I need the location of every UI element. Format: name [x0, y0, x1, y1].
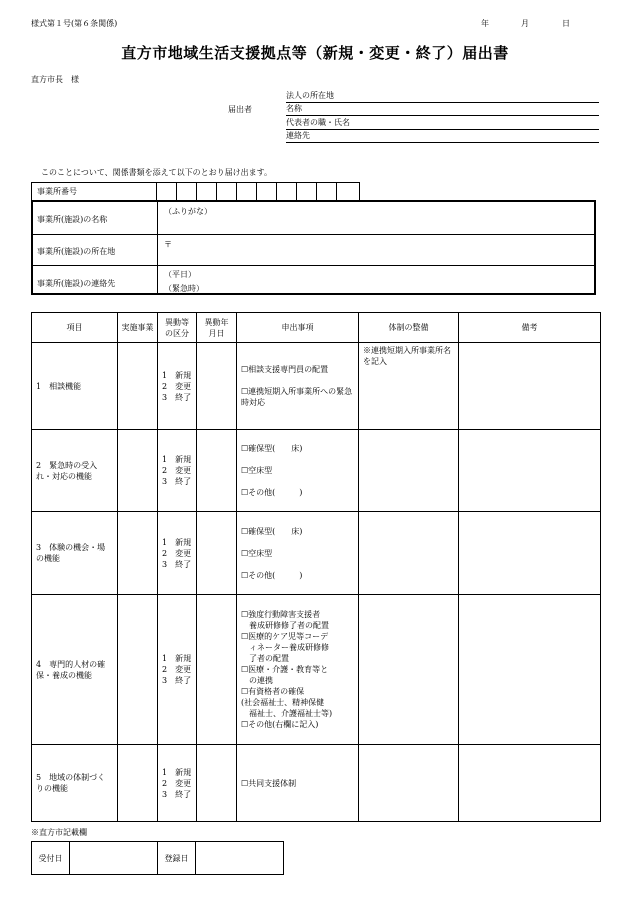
- header-system: 体制の整備: [359, 313, 459, 343]
- registered-date-label: 登録日: [158, 842, 196, 875]
- header-project: 実施事業: [118, 313, 158, 343]
- office-name-field[interactable]: （ふりがな）: [158, 202, 594, 235]
- row-remarks-cell[interactable]: [459, 745, 601, 822]
- office-contact-label: 事業所(施設)の連絡先: [37, 279, 116, 288]
- office-number-label: 事業所番号: [37, 187, 77, 196]
- application-table: [31, 312, 601, 822]
- digit-box[interactable]: [177, 183, 197, 201]
- addressee: 直方市長 様: [31, 75, 79, 84]
- row-change-date-cell[interactable]: [197, 430, 237, 512]
- row-change-date-cell[interactable]: [197, 512, 237, 595]
- row-item: 4 専門的人材の確保・養成の機能: [32, 595, 118, 745]
- digit-box[interactable]: [257, 183, 277, 201]
- received-date-field[interactable]: [70, 842, 158, 875]
- office-number-row: [31, 182, 360, 201]
- header-change-date: 異動年月日: [197, 313, 237, 343]
- office-name-label: 事業所(施設)の名称: [37, 215, 108, 224]
- row-remarks-cell[interactable]: [459, 343, 601, 430]
- row-project-cell[interactable]: [118, 595, 158, 745]
- row-project-cell[interactable]: [118, 430, 158, 512]
- date-year: 年: [481, 19, 489, 28]
- row-system-cell[interactable]: ※連携短期入所事業所名を記入: [359, 343, 459, 430]
- applicant-address-field[interactable]: 法人の所在地: [286, 90, 599, 103]
- table-header-row: [32, 313, 601, 343]
- date-day: 日: [562, 19, 570, 28]
- digit-box[interactable]: [237, 183, 257, 201]
- intro-text: このことについて、関係書類を添えて以下のとおり届け出ます。: [41, 168, 273, 177]
- applicant-contact-field[interactable]: 連絡先: [286, 130, 599, 143]
- office-number-boxes[interactable]: [156, 183, 356, 201]
- registered-date-field[interactable]: [196, 842, 284, 875]
- row-change-date-cell[interactable]: [197, 343, 237, 430]
- row-item: 2 緊急時の受入れ・対応の機能: [32, 430, 118, 512]
- table-row: [32, 745, 601, 822]
- applicant-representative-field[interactable]: 代表者の職・氏名: [286, 117, 599, 130]
- digit-box[interactable]: [157, 183, 177, 201]
- applicant-label: 届出者: [228, 105, 252, 114]
- row-change-type[interactable]: 1 新規 2 変更 3 終了: [158, 430, 197, 512]
- row-request-items[interactable]: ☐相談支援専門員の配置 ☐連携短期入所事業所への緊急時対応: [237, 343, 359, 430]
- city-use-table: [31, 841, 284, 875]
- digit-box[interactable]: [197, 183, 217, 201]
- row-request-items[interactable]: ☐確保型( 床) ☐空床型 ☐その他( ): [237, 512, 359, 595]
- date-month: 月: [521, 19, 529, 28]
- row-request-items[interactable]: ☐共同支援体制: [237, 745, 359, 822]
- office-address-label: 事業所(施設)の所在地: [37, 247, 116, 256]
- office-info-box: [31, 200, 596, 295]
- row-remarks-cell[interactable]: [459, 595, 601, 745]
- header-item: 項目: [32, 313, 118, 343]
- row-change-date-cell[interactable]: [197, 745, 237, 822]
- row-system-cell[interactable]: [359, 430, 459, 512]
- row-item: 1 相談機能: [32, 343, 118, 430]
- row-system-cell[interactable]: [359, 595, 459, 745]
- row-change-date-cell[interactable]: [197, 595, 237, 745]
- header-remarks: 備考: [459, 313, 601, 343]
- office-address-label-cell: [33, 235, 158, 266]
- digit-box[interactable]: [317, 183, 337, 201]
- digit-box[interactable]: [337, 183, 357, 201]
- row-system-cell[interactable]: [359, 745, 459, 822]
- row-change-type[interactable]: 1 新規 2 変更 3 終了: [158, 343, 197, 430]
- row-change-type[interactable]: 1 新規 2 変更 3 終了: [158, 512, 197, 595]
- applicant-name-field[interactable]: 名称: [286, 103, 599, 116]
- page-title: 直方市地域生活支援拠点等（新規・変更・終了）届出書: [121, 44, 509, 62]
- row-item: 5 地域の体制づくりの機能: [32, 745, 118, 822]
- row-remarks-cell[interactable]: [459, 430, 601, 512]
- office-contact-label-cell: [33, 266, 158, 293]
- form-number: 様式第１号(第６条関係): [31, 19, 118, 28]
- city-use-note: ※直方市記載欄: [31, 828, 87, 837]
- row-project-cell[interactable]: [118, 512, 158, 595]
- office-name-label-cell: [33, 202, 158, 235]
- received-date-label: 受付日: [32, 842, 70, 875]
- header-change-type: 異動等の区分: [158, 313, 197, 343]
- row-item: 3 体験の機会・場の機能: [32, 512, 118, 595]
- row-system-cell[interactable]: [359, 512, 459, 595]
- header-request: 申出事項: [237, 313, 359, 343]
- digit-box[interactable]: [277, 183, 297, 201]
- table-row: [32, 343, 601, 430]
- row-request-items[interactable]: ☐強度行動障害支援者 養成研修修了者の配置 ☐医療的ケア児等コーデ ィネーター養成研修修 了者の配置 ☐医療・介護・教育等と の連携 ☐有資格者の確保 (社会福祉士、精神保健 福祉士、介護福祉士等) ☐その他(右欄に記入): [237, 595, 359, 745]
- office-contact-field[interactable]: （平日） （緊急時）: [164, 270, 204, 293]
- table-row: [32, 595, 601, 745]
- row-change-type[interactable]: 1 新規 2 変更 3 終了: [158, 745, 197, 822]
- office-address-field[interactable]: 〒: [158, 235, 594, 266]
- row-request-items[interactable]: ☐確保型( 床) ☐空床型 ☐その他( ): [237, 430, 359, 512]
- table-row: [32, 430, 601, 512]
- digit-box[interactable]: [217, 183, 237, 201]
- row-project-cell[interactable]: [118, 745, 158, 822]
- row-remarks-cell[interactable]: [459, 512, 601, 595]
- table-row: [32, 512, 601, 595]
- row-change-type[interactable]: 1 新規 2 変更 3 終了: [158, 595, 197, 745]
- digit-box[interactable]: [297, 183, 317, 201]
- row-project-cell[interactable]: [118, 343, 158, 430]
